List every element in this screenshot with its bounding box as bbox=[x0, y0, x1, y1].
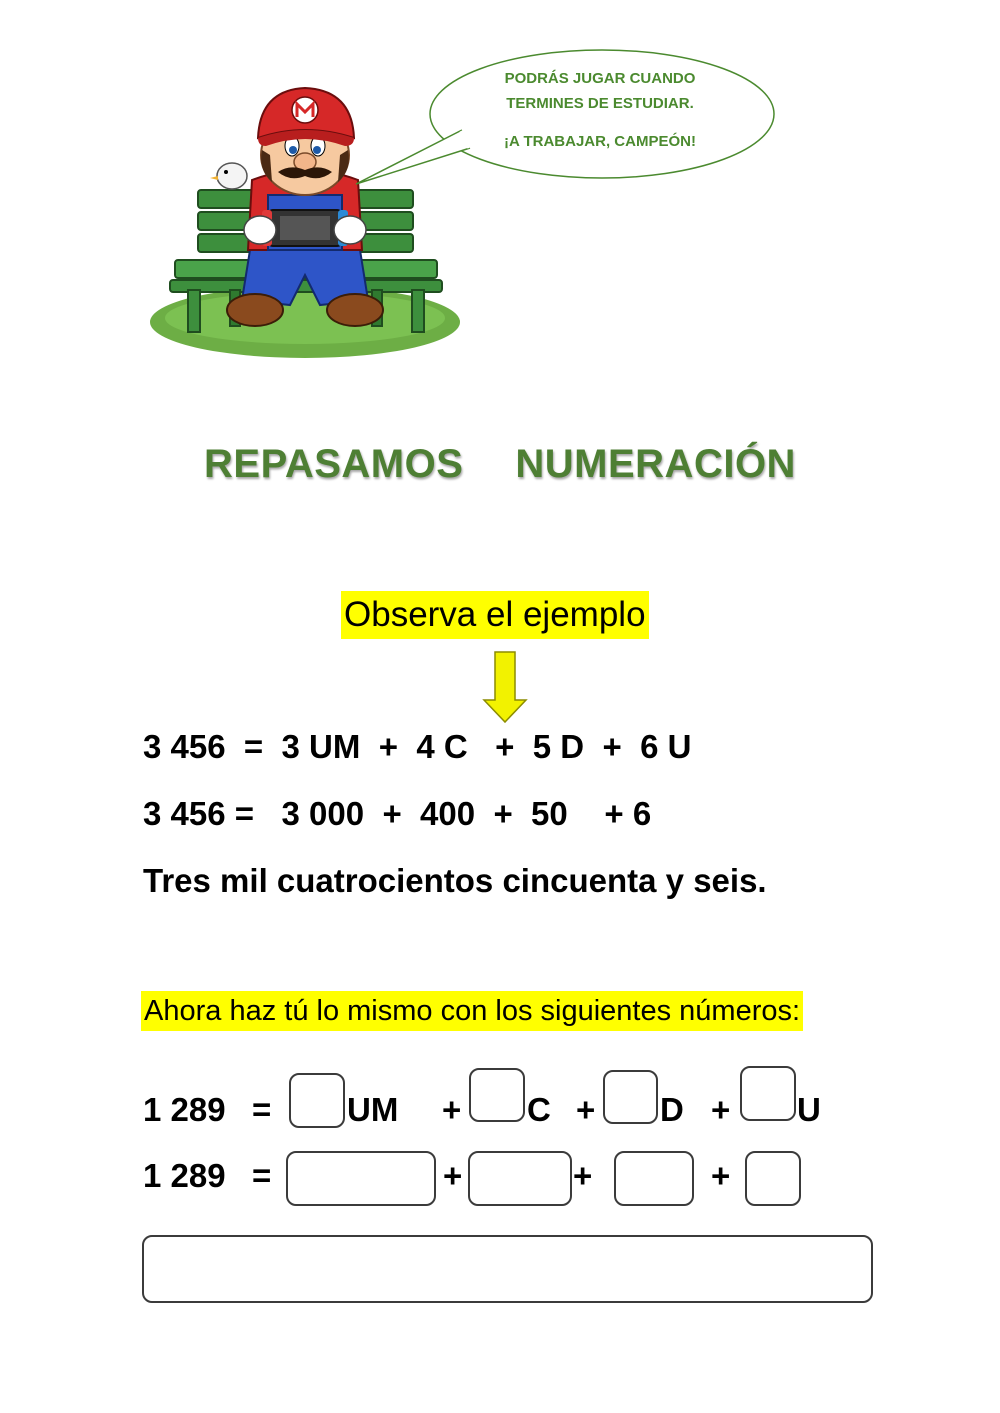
speech-bubble bbox=[350, 40, 790, 200]
example-decomposition-units: 3 456 = 3 UM + 4 C + 5 D + 6 U bbox=[143, 728, 692, 765]
d-answer-box[interactable] bbox=[603, 1070, 658, 1124]
u-answer-box[interactable] bbox=[740, 1066, 796, 1121]
plus-sign: + bbox=[576, 1091, 596, 1128]
example-decomposition-values: 3 456 = 3 000 + 400 + 50 + 6 bbox=[143, 795, 652, 832]
bubble-line-1: PODRÁS JUGAR CUANDO bbox=[504, 70, 696, 87]
title-word-2: NUMERACIÓN bbox=[515, 442, 796, 486]
units-value-box[interactable] bbox=[745, 1151, 801, 1206]
plus-sign: + bbox=[711, 1157, 731, 1194]
um-answer-box[interactable] bbox=[289, 1073, 345, 1128]
c-answer-box[interactable] bbox=[469, 1068, 525, 1122]
unit-label-d: D bbox=[660, 1091, 684, 1128]
down-arrow-icon bbox=[482, 650, 528, 724]
unit-label-c: C bbox=[527, 1091, 551, 1128]
plus-sign: + bbox=[443, 1157, 463, 1194]
hundreds-value-box[interactable] bbox=[468, 1151, 572, 1206]
plus-sign: + bbox=[573, 1157, 593, 1194]
number-in-words-answer-box[interactable] bbox=[142, 1235, 873, 1303]
plus-sign: + bbox=[442, 1091, 462, 1128]
example-number-in-words: Tres mil cuatrocientos cincuenta y seis. bbox=[143, 862, 767, 899]
unit-label-um: UM bbox=[347, 1091, 399, 1128]
bubble-line-3: ¡A TRABAJAR, CAMPEÓN! bbox=[504, 133, 696, 150]
title-word-1: REPASAMOS bbox=[204, 442, 464, 486]
equals-sign-row2: = bbox=[252, 1157, 272, 1194]
tens-value-box[interactable] bbox=[614, 1151, 694, 1206]
exercise-number-row1: 1 289 bbox=[143, 1091, 226, 1128]
equals-sign-row1: = bbox=[252, 1091, 272, 1128]
plus-sign: + bbox=[711, 1091, 731, 1128]
page-title bbox=[0, 442, 1000, 487]
exercise-number-row2: 1 289 bbox=[143, 1157, 226, 1194]
thousands-value-box[interactable] bbox=[286, 1151, 436, 1206]
example-heading: Observa el ejemplo bbox=[341, 591, 649, 639]
bubble-line-2: TERMINES DE ESTUDIAR. bbox=[506, 95, 694, 112]
exercise-instruction: Ahora haz tú lo mismo con los siguientes números: bbox=[141, 991, 803, 1031]
unit-label-u: U bbox=[797, 1091, 821, 1128]
